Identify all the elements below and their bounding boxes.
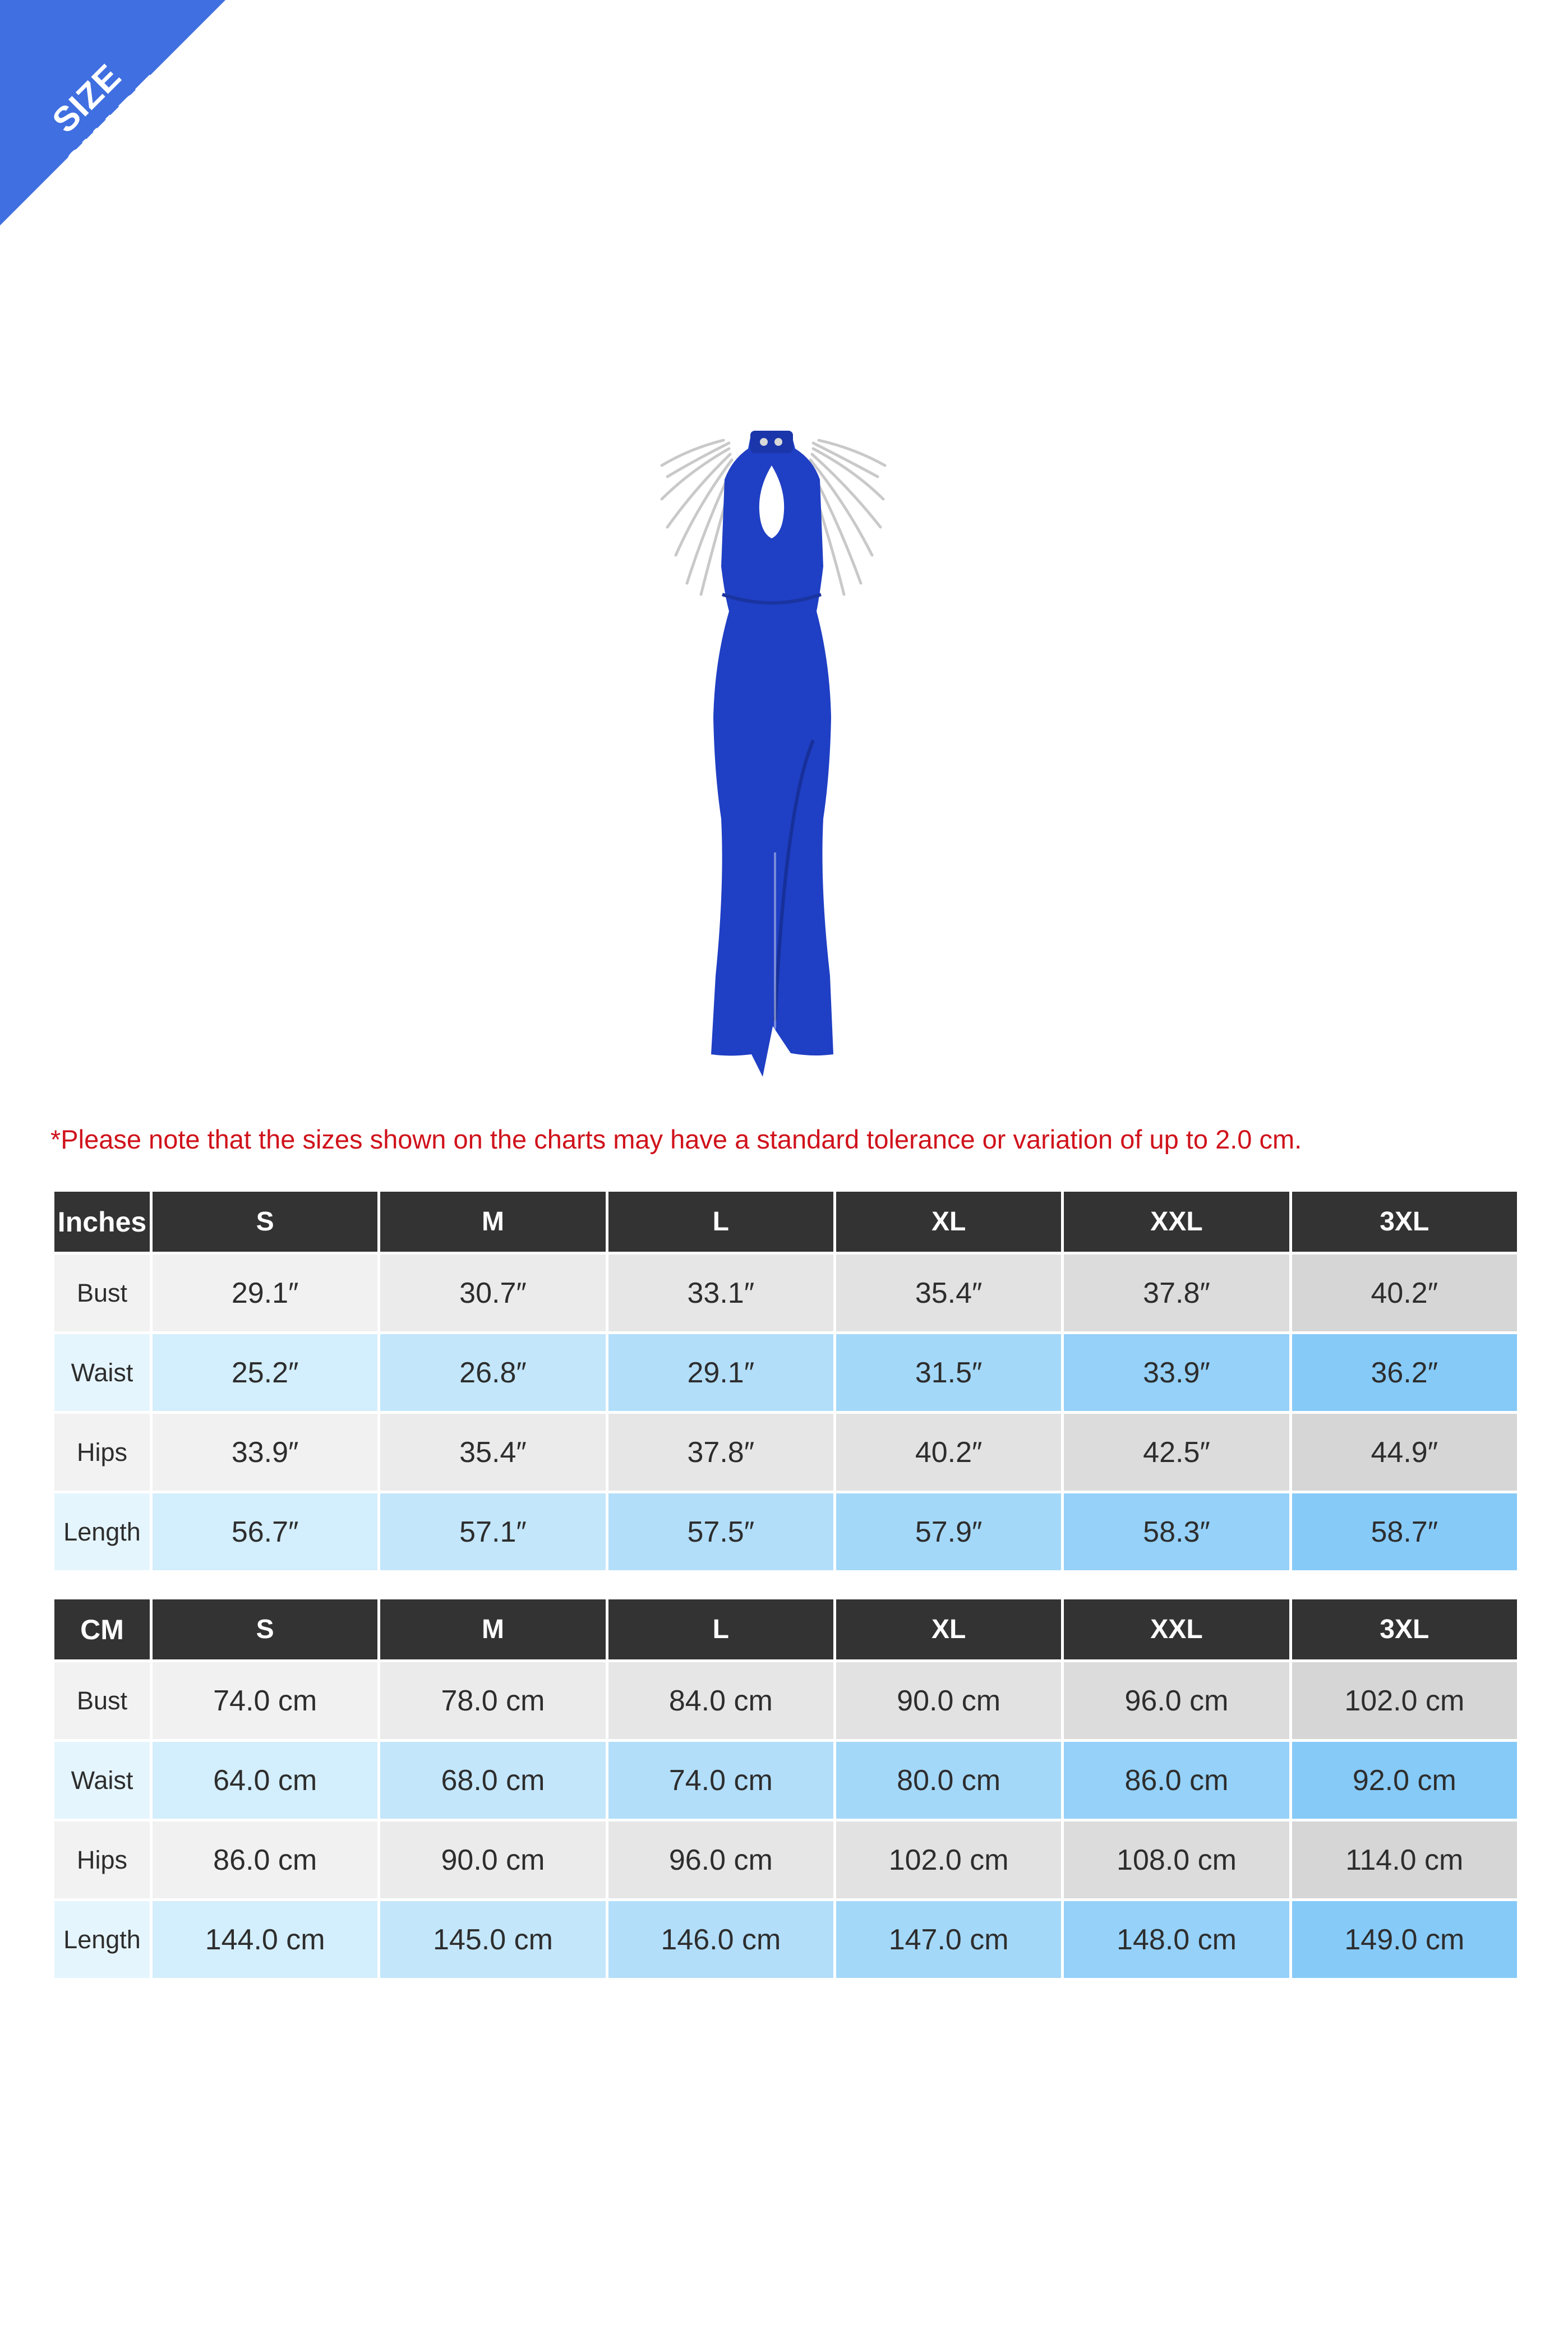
- table-cell: 40.2″: [1292, 1255, 1517, 1331]
- size-header-s: S: [153, 1192, 377, 1252]
- size-header-3xl: 3XL: [1292, 1192, 1517, 1252]
- size-header-s: S: [153, 1599, 377, 1659]
- size-header-3xl: 3XL: [1292, 1599, 1517, 1659]
- table-cell: 102.0 cm: [1292, 1662, 1517, 1739]
- table-cell: 56.7″: [153, 1493, 377, 1570]
- unit-header: Inches: [54, 1192, 150, 1252]
- table-cell: 78.0 cm: [380, 1662, 605, 1739]
- table-cell: 33.9″: [1064, 1334, 1289, 1411]
- table-cell: 146.0 cm: [608, 1901, 833, 1978]
- table-cell: 96.0 cm: [608, 1821, 833, 1898]
- row-label: Length: [54, 1901, 150, 1978]
- table-header-row: [54, 1599, 1517, 1659]
- table-cell: 147.0 cm: [836, 1901, 1061, 1978]
- table-cell: 57.9″: [836, 1493, 1061, 1570]
- table-cell: 36.2″: [1292, 1334, 1517, 1411]
- table-cell: 90.0 cm: [380, 1821, 605, 1898]
- size-tolerance-note: *Please note that the sizes shown on the charts may have a standard tolerance or variation of up to 2.0 cm.: [50, 1124, 1302, 1154]
- unit-header: CM: [54, 1599, 150, 1659]
- size-header-xl: XL: [836, 1599, 1061, 1659]
- table-cell: 57.1″: [380, 1493, 605, 1570]
- row-label: Waist: [54, 1334, 150, 1411]
- table-cell: 58.7″: [1292, 1493, 1517, 1570]
- size-header-xxl: XXL: [1064, 1192, 1289, 1252]
- size-table-cm: [52, 1597, 1520, 1981]
- row-label: Hips: [54, 1414, 150, 1491]
- table-cell: 37.8″: [608, 1414, 833, 1491]
- size-header-m: M: [380, 1599, 605, 1659]
- size-header-l: L: [608, 1599, 833, 1659]
- size-header-xl: XL: [836, 1192, 1061, 1252]
- table-header-row: [54, 1192, 1517, 1252]
- table-cell: 84.0 cm: [608, 1662, 833, 1739]
- table-cell: 80.0 cm: [836, 1742, 1061, 1819]
- table-cell: 29.1″: [153, 1255, 377, 1331]
- size-header-m: M: [380, 1192, 605, 1252]
- collar-button-2: [774, 438, 782, 446]
- table-row-bust: [54, 1255, 1517, 1331]
- table-cell: 149.0 cm: [1292, 1901, 1517, 1978]
- table-row-hips: [54, 1821, 1517, 1898]
- table-cell: 37.8″: [1064, 1255, 1289, 1331]
- table-cell: 57.5″: [608, 1493, 833, 1570]
- table-cell: 30.7″: [380, 1255, 605, 1331]
- table-cell: 68.0 cm: [380, 1742, 605, 1819]
- dress-illustration: [645, 426, 903, 1077]
- table-cell: 92.0 cm: [1292, 1742, 1517, 1819]
- row-label: Hips: [54, 1821, 150, 1898]
- table-cell: 35.4″: [836, 1255, 1061, 1331]
- size-chart-corner-banner: [0, 0, 225, 225]
- table-cell: 74.0 cm: [608, 1742, 833, 1819]
- table-cell: 40.2″: [836, 1414, 1061, 1491]
- table-cell: 35.4″: [380, 1414, 605, 1491]
- row-label: Bust: [54, 1255, 150, 1331]
- table-cell: 42.5″: [1064, 1414, 1289, 1491]
- table-row-bust: [54, 1662, 1517, 1739]
- table-cell: 90.0 cm: [836, 1662, 1061, 1739]
- table-cell: 144.0 cm: [153, 1901, 377, 1978]
- table-cell: 102.0 cm: [836, 1821, 1061, 1898]
- table-cell: 86.0 cm: [153, 1821, 377, 1898]
- table-cell: 29.1″: [608, 1334, 833, 1411]
- table-cell: 26.8″: [380, 1334, 605, 1411]
- table-row-length: [54, 1493, 1517, 1570]
- table-cell: 96.0 cm: [1064, 1662, 1289, 1739]
- row-label: Length: [54, 1493, 150, 1570]
- size-header-xxl: XXL: [1064, 1599, 1289, 1659]
- table-cell: 148.0 cm: [1064, 1901, 1289, 1978]
- table-row-waist: [54, 1334, 1517, 1411]
- banner-label: SIZE CHART: [45, 57, 173, 185]
- table-row-waist: [54, 1742, 1517, 1819]
- row-label: Waist: [54, 1742, 150, 1819]
- dress-collar: [750, 431, 793, 453]
- table-cell: 108.0 cm: [1064, 1821, 1289, 1898]
- table-row-length: [54, 1901, 1517, 1978]
- size-table-inches: [52, 1189, 1520, 1573]
- table-cell: 86.0 cm: [1064, 1742, 1289, 1819]
- table-cell: 44.9″: [1292, 1414, 1517, 1491]
- table-cell: 114.0 cm: [1292, 1821, 1517, 1898]
- collar-button: [760, 438, 768, 446]
- table-cell: 145.0 cm: [380, 1901, 605, 1978]
- table-cell: 33.9″: [153, 1414, 377, 1491]
- table-cell: 74.0 cm: [153, 1662, 377, 1739]
- size-header-l: L: [608, 1192, 833, 1252]
- table-cell: 25.2″: [153, 1334, 377, 1411]
- table-cell: 31.5″: [836, 1334, 1061, 1411]
- table-cell: 64.0 cm: [153, 1742, 377, 1819]
- product-image: [645, 426, 903, 1077]
- table-row-hips: [54, 1414, 1517, 1491]
- row-label: Bust: [54, 1662, 150, 1739]
- table-cell: 33.1″: [608, 1255, 833, 1331]
- table-cell: 58.3″: [1064, 1493, 1289, 1570]
